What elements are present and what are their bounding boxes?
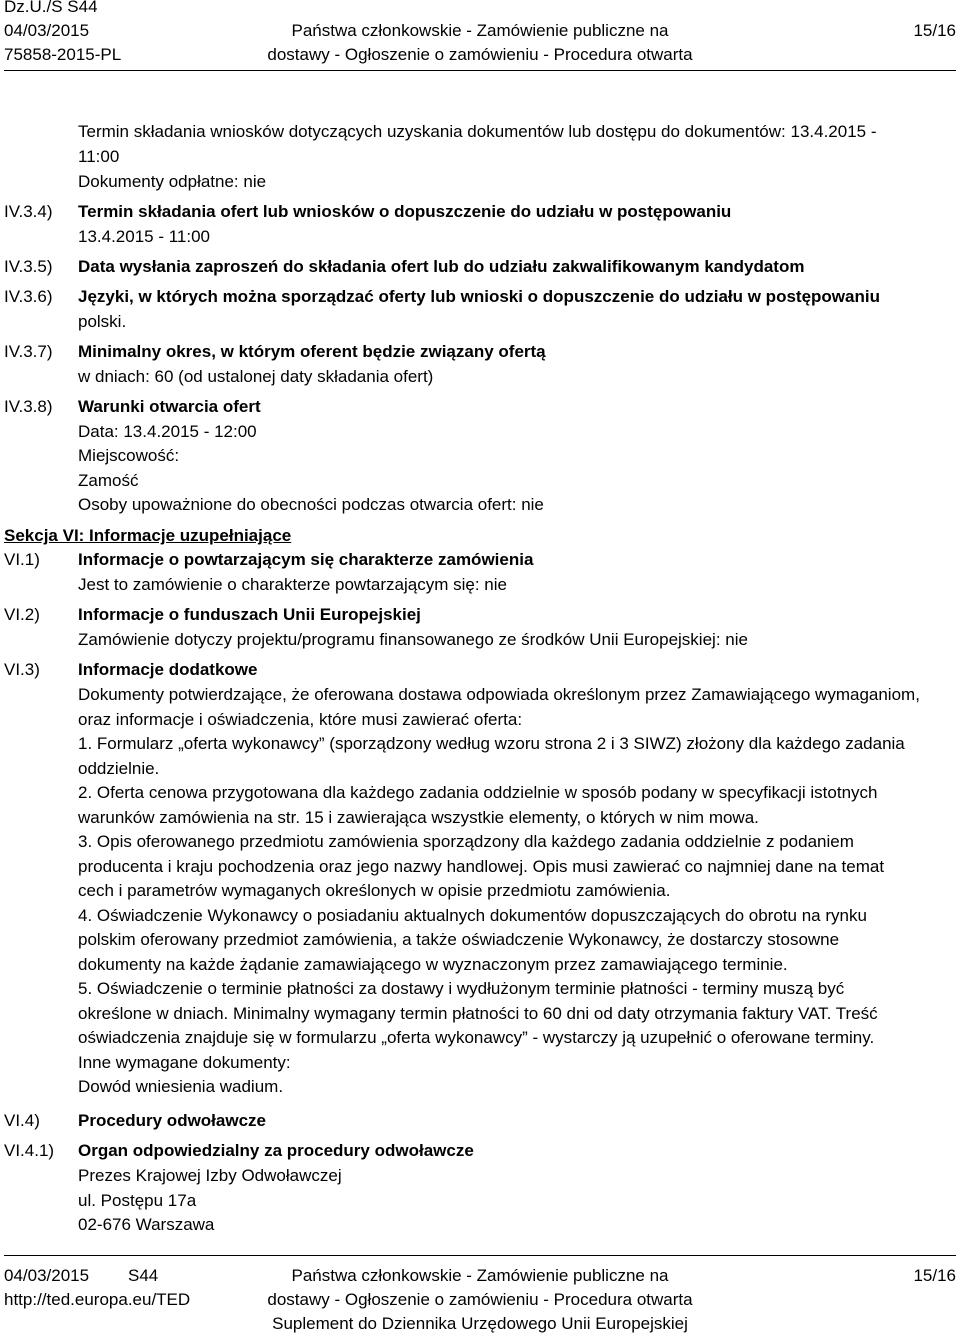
iv35-title: Data wysłania zaproszeń do składania ofert lub do udziału zakwalifikowanym kandydatom [78, 257, 805, 276]
vi3-title: Informacje dodatkowe [78, 660, 258, 679]
footer-title-line3: Suplement do Dziennika Urzędowego Unii Europejskiej [272, 1314, 688, 1333]
section-label-vi4: VI.4) [4, 1111, 40, 1130]
vi1-title: Informacje o powtarzającym się charakterze zamówienia [78, 550, 534, 569]
docs-deadline-line2: 11:00 [78, 147, 120, 166]
text-line: określone w dniach. Minimalny wymagany termin płatności to 60 dni od daty otrzymania faktury VAT. Treść [78, 1003, 878, 1023]
section-label-iv35: IV.3.5) [4, 257, 53, 276]
text-line: 3. Opis oferowanego przedmiotu zamówienia sporządzony dla każdego zadania oddzielnie z podaniem [78, 832, 854, 851]
vi2-title: Informacje o funduszach Unii Europejskiej [78, 605, 421, 624]
section-label-iv36: IV.3.6) [4, 287, 53, 306]
iv36-value: polski. [78, 312, 127, 331]
text-line: Dokumenty potwierdzające, że oferowana dostawa odpowiada określonym przez Zamawiającego wymaganiom, [78, 685, 920, 704]
header-title-line1: Państwa członkowskie - Zamówienie publiczne na [291, 21, 669, 40]
text-line: oświadczenia znajduje się w formularzu „oferta wykonawcy” - wystarczy ją uzupełnić o oferowane terminy. [78, 1028, 875, 1047]
footer-page-number: 15/16 [913, 1266, 956, 1285]
section-label-iv34: IV.3.4) [4, 202, 53, 221]
footer-title-line2: dostawy - Ogłoszenie o zamówieniu - Procedura otwarta [267, 1290, 693, 1309]
text-line: oddzielnie. [78, 758, 160, 778]
iv37-value: w dniach: 60 (od ustalonej daty składania ofert) [78, 367, 434, 386]
docs-deadline-line1: Termin składania wniosków dotyczących uzyskania dokumentów lub dostępu do dokumentów: 13.4.2015 - [78, 122, 877, 141]
vi2-value: Zamówienie dotyczy projektu/programu finansowanego ze środków Unii Europejskiej: nie [78, 630, 748, 649]
text-line: 1. Formularz „oferta wykonawcy” (sporządzony według wzoru strona 2 i 3 SIWZ) złożony dla każdego zadania [78, 734, 905, 753]
footer-url[interactable]: http://ted.europa.eu/TED [4, 1290, 191, 1309]
section-label-vi1: VI.1) [4, 550, 40, 569]
text-line: 02-676 Warszawa [78, 1215, 215, 1234]
iv38-date: Data: 13.4.2015 - 12:00 [78, 422, 257, 441]
footer-date: 04/03/2015 [4, 1266, 90, 1285]
iv34-value: 13.4.2015 - 11:00 [78, 227, 211, 246]
section-label-vi41: VI.4.1) [4, 1141, 55, 1160]
text-line: oraz informacje i oświadczenia, które musi zawierać oferta: [78, 709, 523, 729]
vi41-title: Organ odpowiedzialny za procedury odwoławcze [78, 1141, 474, 1160]
header-title-line2: dostawy - Ogłoszenie o zamówieniu - Procedura otwarta [267, 45, 693, 64]
iv38-title: Warunki otwarcia ofert [78, 397, 261, 416]
header-notice-number: 75858-2015-PL [4, 45, 122, 64]
footer-s-number: S44 [128, 1266, 159, 1285]
text-line: Inne wymagane dokumenty: [78, 1052, 291, 1072]
text-line: 5. Oświadczenie o terminie płatności za dostawy i wydłużonym terminie płatności - terminy muszą być [78, 979, 845, 998]
text-line: producenta i kraju pochodzenia oraz jego nazwy handlowej. Opis musi zawierać co najmniej dane na temat [78, 856, 885, 876]
text-line: Prezes Krajowej Izby Odwoławczej [78, 1166, 342, 1185]
text-line: ul. Postępu 17a [78, 1190, 197, 1210]
iv38-persons: Osoby upoważnione do obecności podczas otwarcia ofert: nie [78, 495, 544, 514]
section-label-iv37: IV.3.7) [4, 342, 53, 361]
text-line: 2. Oferta cenowa przygotowana dla każdego zadania oddzielnie w sposób podany w specyfikacji istotnych [78, 783, 878, 802]
header-date: 04/03/2015 [4, 21, 90, 40]
header-journal-ref: Dz.U./S S44 [4, 0, 98, 16]
section-label-vi3: VI.3) [4, 660, 40, 679]
text-line: Dowód wniesienia wadium. [78, 1077, 284, 1096]
text-line: warunków zamówienia na str. 15 i zawierająca wszystkie elementy, o których w nim mowa. [78, 807, 759, 827]
header-divider [4, 70, 956, 71]
section-label-vi2: VI.2) [4, 605, 40, 624]
vi4-title: Procedury odwoławcze [78, 1111, 266, 1130]
iv37-title: Minimalny okres, w którym oferent będzie związany ofertą [78, 342, 546, 361]
footer-divider [4, 1255, 956, 1256]
docs-paid: Dokumenty odpłatne: nie [78, 172, 267, 191]
header-page-number: 15/16 [913, 21, 956, 40]
text-line: 4. Oświadczenie Wykonawcy o posiadaniu aktualnych dokumentów dopuszczających do obrotu na rynku [78, 905, 867, 925]
vi1-value: Jest to zamówienie o charakterze powtarzającym się: nie [78, 575, 507, 594]
iv36-title: Języki, w których można sporządzać oferty lub wnioski o dopuszczenie do udziału w postępowaniu [78, 287, 880, 306]
section-label-iv38: IV.3.8) [4, 397, 53, 416]
text-line: polskim oferowany przedmiot zamówienia, a także oświadczenie Wykonawcy, że dostarczy stosowne [78, 930, 840, 949]
text-line: dokumenty na każde żądanie zamawiającego w wyznaczonym przez zamawiającego terminie. [78, 954, 788, 974]
iv38-place-label: Miejscowość: [78, 446, 180, 465]
text-line: cech i parametrów wymaganych określonych w opisie przedmiotu zamówienia. [78, 881, 671, 900]
section-6-title: Sekcja VI: Informacje uzupełniające [4, 526, 292, 545]
iv34-title: Termin składania ofert lub wniosków o dopuszczenie do udziału w postępowaniu [78, 202, 732, 221]
footer-title-line1: Państwa członkowskie - Zamówienie publiczne na [291, 1266, 669, 1285]
iv38-place: Zamość [78, 471, 139, 490]
